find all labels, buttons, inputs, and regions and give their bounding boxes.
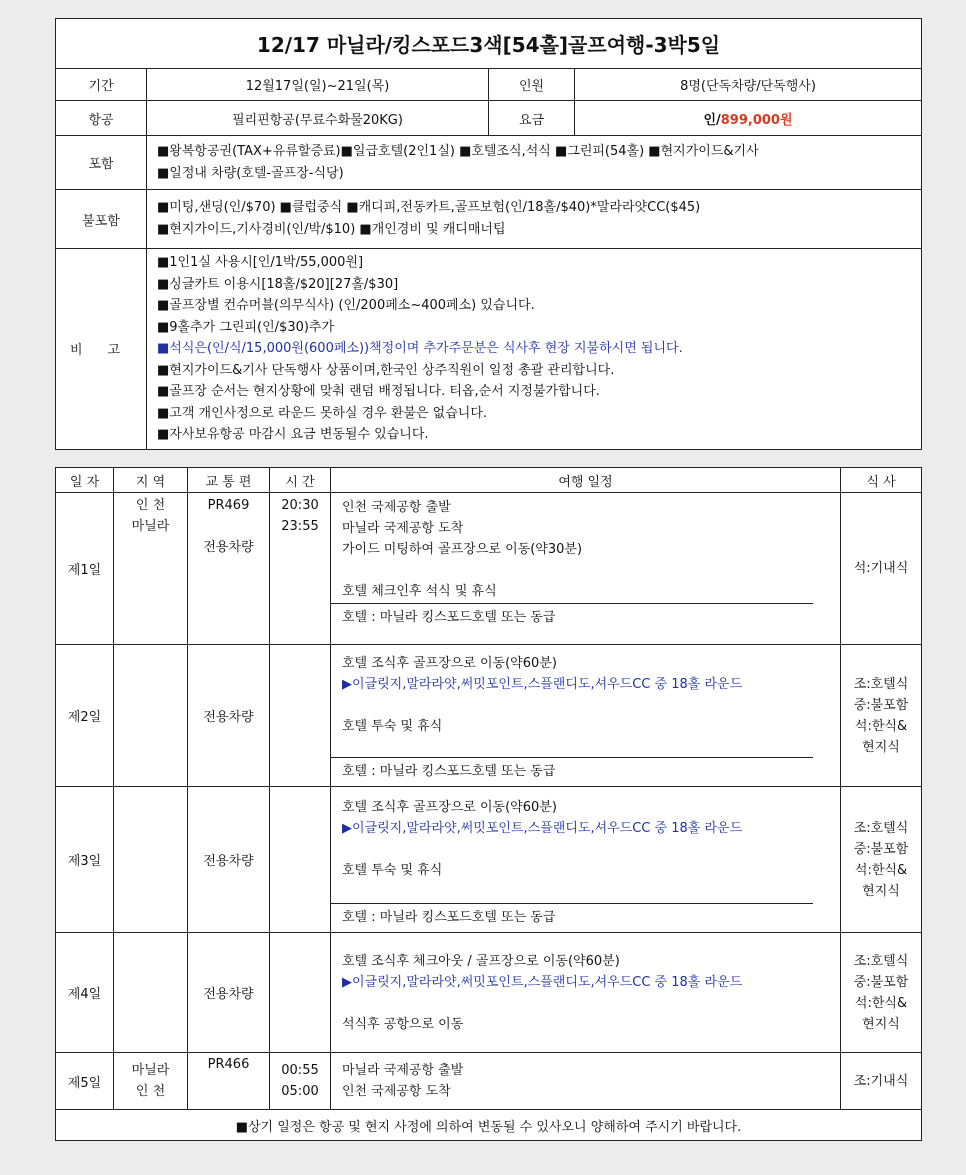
schedule bbox=[331, 933, 841, 1053]
time-depart: 20:30 bbox=[281, 498, 319, 513]
include-line: ■왕복항공권(TAX+유류할증료)■일급호텔(2인1실) ■호텔조식,석식 ■그린피(54홀) ■현지가이드&기사 bbox=[157, 143, 759, 159]
remark-line: ■9홀추가 그린피(인/$30)추가 bbox=[157, 319, 335, 335]
schedule-line: 인천 국제공항 출발 bbox=[342, 500, 451, 515]
remark-line: ■1인1실 사용시[인/1박/55,000원] bbox=[157, 255, 364, 270]
remarks-list bbox=[147, 249, 922, 450]
itinerary-row-day5 bbox=[56, 1053, 922, 1110]
time-arrive: 05:00 bbox=[281, 1084, 319, 1099]
page-title: 12/17 마닐라/킹스포드3색[54홀]골프여행-3박5일 bbox=[56, 19, 922, 69]
remark-line-highlight: ■석식은(인/식/15,000원(600페소))책정이며 추가주문분은 식사후 현장 지불하시면 됩니다. bbox=[157, 341, 683, 356]
remarks-label-1: 비 bbox=[70, 343, 83, 359]
time-depart: 00:55 bbox=[281, 1063, 319, 1078]
meal-line: 현지식 bbox=[862, 883, 900, 899]
region-line: 인 천 bbox=[135, 498, 166, 513]
meal-line: 중:불포함 bbox=[853, 974, 909, 990]
meal-line: 석:한식& bbox=[854, 718, 908, 734]
include-list bbox=[147, 136, 922, 190]
region bbox=[114, 787, 188, 933]
exclude-label: 불포함 bbox=[56, 190, 147, 249]
transport: 전용차량 bbox=[188, 933, 270, 1053]
meal-line: 석:한식& bbox=[854, 862, 908, 878]
schedule-line: 마닐라 국제공항 출발 bbox=[342, 1063, 464, 1078]
schedule-line: 호텔 조식후 골프장으로 이동(약60분) bbox=[342, 656, 557, 671]
airline-value: 필리핀항공(무료수화물20KG) bbox=[147, 101, 489, 136]
day-label: 제1일 bbox=[56, 493, 114, 645]
exclude-line: ■미팅,샌딩(인/$70) ■클럽중식 ■캐디피,전동카트,골프보험(인/18홀/$40)*말라라얏CC($45) bbox=[157, 200, 701, 215]
exclude-line: ■현지가이드,기사경비(인/박/$10) ■개인경비 및 캐디매너팁 bbox=[157, 222, 506, 237]
schedule-line: 호텔 조식후 체크아웃 / 골프장으로 이동(약60분) bbox=[342, 953, 620, 969]
col-header-day: 일 자 bbox=[56, 468, 114, 493]
transport: 전용차량 bbox=[188, 787, 270, 933]
meal-line: 중:불포함 bbox=[853, 697, 909, 713]
col-header-schedule: 여행 일정 bbox=[331, 468, 841, 493]
fee-prefix: 인/ bbox=[703, 112, 721, 128]
schedule bbox=[331, 493, 841, 645]
remark-line: ■싱글카트 이용시[18홀/$20][27홀/$30] bbox=[157, 276, 399, 292]
remark-line: ■골프장 순서는 현지상황에 맞춰 랜덤 배정됩니다. 티옵,순서 지정불가합니다. bbox=[157, 384, 600, 399]
airline-label: 항공 bbox=[56, 101, 147, 136]
time bbox=[270, 493, 331, 645]
region-line: 인 천 bbox=[135, 1084, 166, 1099]
schedule-line: 호텔 체크인후 석식 및 휴식 bbox=[342, 584, 497, 599]
region-line: 마닐라 bbox=[131, 519, 170, 534]
exclude-list bbox=[147, 190, 922, 249]
schedule-line: 마닐라 국제공항 도착 bbox=[342, 521, 464, 536]
include-line: ■일정내 차량(호텔-골프장-식당) bbox=[157, 165, 344, 181]
remarks-label bbox=[56, 249, 147, 450]
schedule-line-golf: ▶이글릿지,말라라얏,써밋포인트,스플랜디도,셔우드CC 중 18홀 라운드 bbox=[342, 821, 743, 836]
fee-value bbox=[575, 101, 922, 136]
col-header-time: 시 간 bbox=[270, 468, 331, 493]
day-label: 제2일 bbox=[56, 645, 114, 787]
itinerary-table bbox=[55, 467, 922, 1141]
meal-line: 조:호텔식 bbox=[853, 820, 909, 836]
transport: 전용차량 bbox=[188, 645, 270, 787]
region bbox=[114, 933, 188, 1053]
people-value: 8명(단독차량/단독행사) bbox=[575, 69, 922, 101]
hotel-info: 호텔 : 마닐라 킹스포드호텔 또는 동급 bbox=[331, 603, 813, 631]
remarks-label-2: 고 bbox=[107, 343, 120, 359]
region-line: 마닐라 bbox=[131, 1063, 170, 1078]
remark-line: ■골프장별 컨슈머블(의무식사) (인/200페소~400페소) 있습니다. bbox=[157, 298, 535, 313]
meal bbox=[841, 933, 922, 1053]
remark-line: ■자사보유항공 마감시 요금 변동될수 있습니다. bbox=[157, 427, 429, 442]
schedule-line: 가이드 미팅하여 골프장으로 이동(약30분) bbox=[342, 542, 583, 557]
schedule-line: 호텔 투숙 및 휴식 bbox=[342, 863, 443, 878]
itinerary-row-day3 bbox=[56, 787, 922, 933]
region bbox=[114, 645, 188, 787]
day-label: 제4일 bbox=[56, 933, 114, 1053]
schedule bbox=[331, 1053, 841, 1110]
transport: PR466 bbox=[188, 1053, 270, 1110]
meal bbox=[841, 645, 922, 787]
meal-line: 석:한식& bbox=[854, 995, 908, 1011]
hotel-info: 호텔 : 마닐라 킹스포드호텔 또는 동급 bbox=[331, 903, 813, 931]
meal-line: 조:호텔식 bbox=[853, 676, 909, 692]
meal bbox=[841, 493, 922, 645]
schedule bbox=[331, 645, 841, 787]
remark-line: ■고객 개인사정으로 라운드 못하실 경우 환불은 없습니다. bbox=[157, 405, 488, 421]
schedule-line-golf: ▶이글릿지,말라라얏,써밋포인트,스플랜디도,셔우드CC 중 18홀 라운드 bbox=[342, 974, 743, 990]
itinerary-row-day2 bbox=[56, 645, 922, 787]
schedule bbox=[331, 787, 841, 933]
region bbox=[114, 1053, 188, 1110]
day-label: 제5일 bbox=[56, 1053, 114, 1110]
itinerary-row-day1 bbox=[56, 493, 922, 645]
time bbox=[270, 933, 331, 1053]
meal-line: 현지식 bbox=[862, 739, 900, 755]
people-label: 인원 bbox=[489, 69, 575, 101]
day-label: 제3일 bbox=[56, 787, 114, 933]
flight-number: PR469 bbox=[207, 498, 250, 513]
meal-line: 현지식 bbox=[862, 1016, 900, 1032]
fee-label: 요금 bbox=[489, 101, 575, 136]
transport bbox=[188, 493, 270, 645]
time bbox=[270, 645, 331, 787]
meal-line: 석:기내식 bbox=[853, 561, 909, 576]
hotel-info: 호텔 : 마닐라 킹스포드호텔 또는 동급 bbox=[331, 757, 813, 785]
schedule-line-golf: ▶이글릿지,말라라얏,써밋포인트,스플랜디도,셔우드CC 중 18홀 라운드 bbox=[342, 677, 743, 692]
time-arrive: 23:55 bbox=[281, 519, 319, 534]
fee-amount: 899,000원 bbox=[720, 112, 793, 128]
schedule-line: 호텔 투숙 및 휴식 bbox=[342, 719, 443, 734]
col-header-region: 지 역 bbox=[114, 468, 188, 493]
schedule-line: 석식후 공항으로 이동 bbox=[342, 1016, 464, 1032]
time bbox=[270, 1053, 331, 1110]
col-header-transport: 교 통 편 bbox=[188, 468, 270, 493]
include-label: 포함 bbox=[56, 136, 147, 190]
remark-line: ■현지가이드&기사 단독행사 상품이며,한국인 상주직원이 일정 총괄 관리합니다. bbox=[157, 362, 615, 378]
schedule-line: 호텔 조식후 골프장으로 이동(약60분) bbox=[342, 800, 557, 815]
meal-line: 조:기내식 bbox=[853, 1073, 909, 1089]
meal-line: 중:불포함 bbox=[853, 841, 909, 857]
region bbox=[114, 493, 188, 645]
schedule-line: 인천 국제공항 도착 bbox=[342, 1084, 451, 1099]
period-value: 12월17일(일)~21일(목) bbox=[147, 69, 489, 101]
col-header-meal: 식 사 bbox=[841, 468, 922, 493]
footer-note: ■상기 일정은 항공 및 현지 사정에 의하여 변동될 수 있사오니 양해하여 주시기 바랍니다. bbox=[56, 1110, 922, 1141]
period-label: 기간 bbox=[56, 69, 147, 101]
meal bbox=[841, 787, 922, 933]
meal-line: 조:호텔식 bbox=[853, 953, 909, 969]
transport-vehicle: 전용차량 bbox=[203, 540, 254, 555]
itinerary-row-day4 bbox=[56, 933, 922, 1053]
tour-info-table bbox=[55, 18, 922, 450]
meal bbox=[841, 1053, 922, 1110]
time bbox=[270, 787, 331, 933]
